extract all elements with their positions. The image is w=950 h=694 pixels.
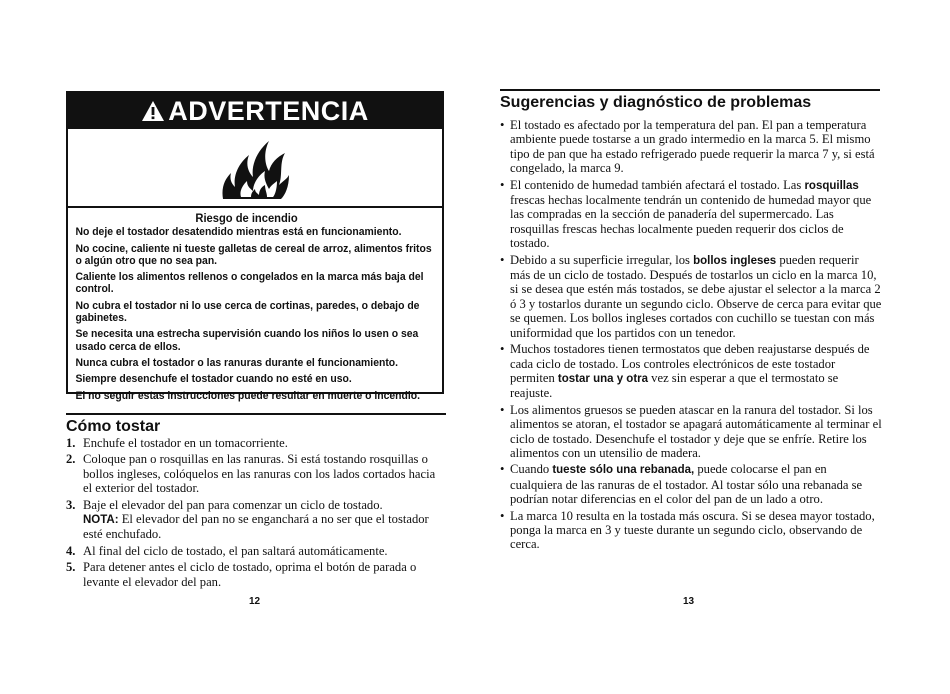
warning-header [68,93,442,129]
tip-keyword: rosquillas [804,179,859,192]
note-text: El elevador del pan no se enganchará a no ser que el tostador esté enchufado. [83,512,429,542]
warning-triangle-icon [141,100,165,122]
tip-text: pueden requerir más de un ciclo de tostado. Después de tostarlos un ciclo en la marca 10, si se desea que estén más tostados, se debe ajustar el selector a la marca 2 ó 3 y tostarlos durante un segundo ciclo. Observe de cerca para evitar que se quemen. Los bollos ingleses cortados con cuchillo se tuestan con más uniformidad que los partidos con un tenedor. [510,252,882,340]
tip-text: Cuando [510,462,553,477]
tip-keyword: bollos ingleses [693,254,777,267]
step-text: Enchufe el tostador en un tomacorriente. [83,436,288,450]
tip-text: frescas hechas localmente tendrán un contenido de humedad mayor que las compradas en la sección de panadería del supermercado. Las rosquillas frescas hechas localmente pueden requerir dos ciclos de tostado. [510,193,872,251]
page-number-left: 12 [249,596,261,607]
tips-rule [500,89,880,91]
step-text: Al final del ciclo de tostado, el pan saltará automáticamente. [83,543,388,558]
step-number: 1. [66,436,76,450]
tip-text: puede colocarse el pan en cualquiera de las ranuras de el tostador. Al tostar sólo una rebanada se podrían notar diferencias en el color del pan de un lado a otro. [510,462,863,507]
bullet: • [500,402,505,417]
tip-text: El contenido de humedad también afectará el tostado. Las [510,177,805,192]
warning-item: Siempre desenchufe el tostador cuando no esté en uso. [75,373,352,386]
tips-title: Sugerencias y diagnóstico de problemas [500,94,812,111]
tip-text: La marca 10 resulta en la tostada más oscura. Si se desea mayor tostado, ponga la marca en 3 y tueste durante un segundo ciclo, observando de cerca. [510,508,875,552]
list-item [66,498,446,542]
warning-box [66,91,444,402]
tip-text: Muchos tostadores tienen termostatos que deben reajustarse después de cada ciclo de tostado. Los controles electrónicos de este tostador permiten [510,342,870,385]
list-item [500,342,882,401]
step-number: 4. [66,543,76,558]
tips-list [500,118,882,554]
list-item [500,462,882,506]
list-item [500,403,882,461]
list-item [66,560,446,589]
flame-area [68,129,442,208]
howto-rule [66,413,446,415]
warning-item: No cocine, caliente ni tueste galletas de cereal de arroz, alimentos fritos o algún otro que no sea pan. [75,242,432,267]
list-item [500,509,882,552]
warning-item: El no seguir estas instrucciones puede resultar en muerte o incendio. [75,389,421,402]
step-text: Baje el elevador del pan para comenzar un ciclo de tostado. [83,497,383,512]
bullet: • [500,177,505,192]
list-item [500,253,882,340]
bullet: • [500,118,505,132]
list-item [500,118,882,176]
fire-flames-icon [219,135,291,201]
tip-text: El tostado es afectado por la temperatura del pan. El pan a temperatura ambiente puede tostarse a un grado intermedio en la marca 5. El mismo tipo de pan que ha estado refrigerado puede requerir la marca 7 y, si está congelado, la marca 9. [510,118,875,176]
tip-text: Los alimentos gruesos se pueden atascar en la ranura del tostador. Si los alimentos se atoran, el tostador se apagará automáticamente al terminar el ciclo de tostado. Desenchufe el tostador y deje que se enfríe. Retire los alimentos con un utensilio de madera. [510,402,882,460]
list-item [66,452,446,495]
step-text: Coloque pan o rosquillas en las ranuras. Si está tostando rosquillas o bollos ingleses, colóquelos en las ranuras con los lados cortados hacia el exterior del tostador. [83,452,436,496]
bullet: • [500,508,505,523]
step-text: Para detener antes el ciclo de tostado, oprima el botón de parada o levante el elevador del pan. [83,560,417,589]
list-item [500,178,882,251]
step-number: 2. [66,452,76,467]
warning-item: Caliente los alimentos rellenos o congelados en la marca más baja del control. [75,271,424,296]
warning-item: Nunca cubra el tostador o las ranuras durante el funcionamiento. [75,356,399,369]
warning-item: No deje el tostador desatendido mientras está en funcionamiento. [75,226,402,239]
bullet: • [500,252,505,267]
step-number: 3. [66,497,76,512]
step-note [83,512,446,542]
warning-body [68,208,444,402]
tip-keyword: tostar una y otra [557,372,649,385]
warning-title: ADVERTENCIA [168,95,369,126]
bullet: • [500,342,505,357]
warning-item: No cubra el tostador ni lo use cerca de cortinas, paredes, o debajo de gabinetes. [75,299,420,325]
page-number-right: 13 [683,596,695,607]
warning-subtitle: Riesgo de incendio [195,211,298,225]
howto-steps [66,436,446,591]
step-number: 5. [66,560,76,575]
bullet: • [500,462,505,477]
tip-keyword: tueste sólo una rebanada, [552,464,695,477]
tip-text: Debido a su superficie irregular, los [510,252,694,267]
note-label: NOTA: [83,514,119,527]
tip-text: vez sin esperar a que el termostato se reajuste. [510,370,839,401]
list-item [66,544,446,558]
warning-item: Se necesita una estrecha supervisión cuando los niños lo usen o sea usado cerca de ellos. [75,328,419,353]
list-item [66,436,446,450]
howto-title: Cómo tostar [66,418,161,435]
